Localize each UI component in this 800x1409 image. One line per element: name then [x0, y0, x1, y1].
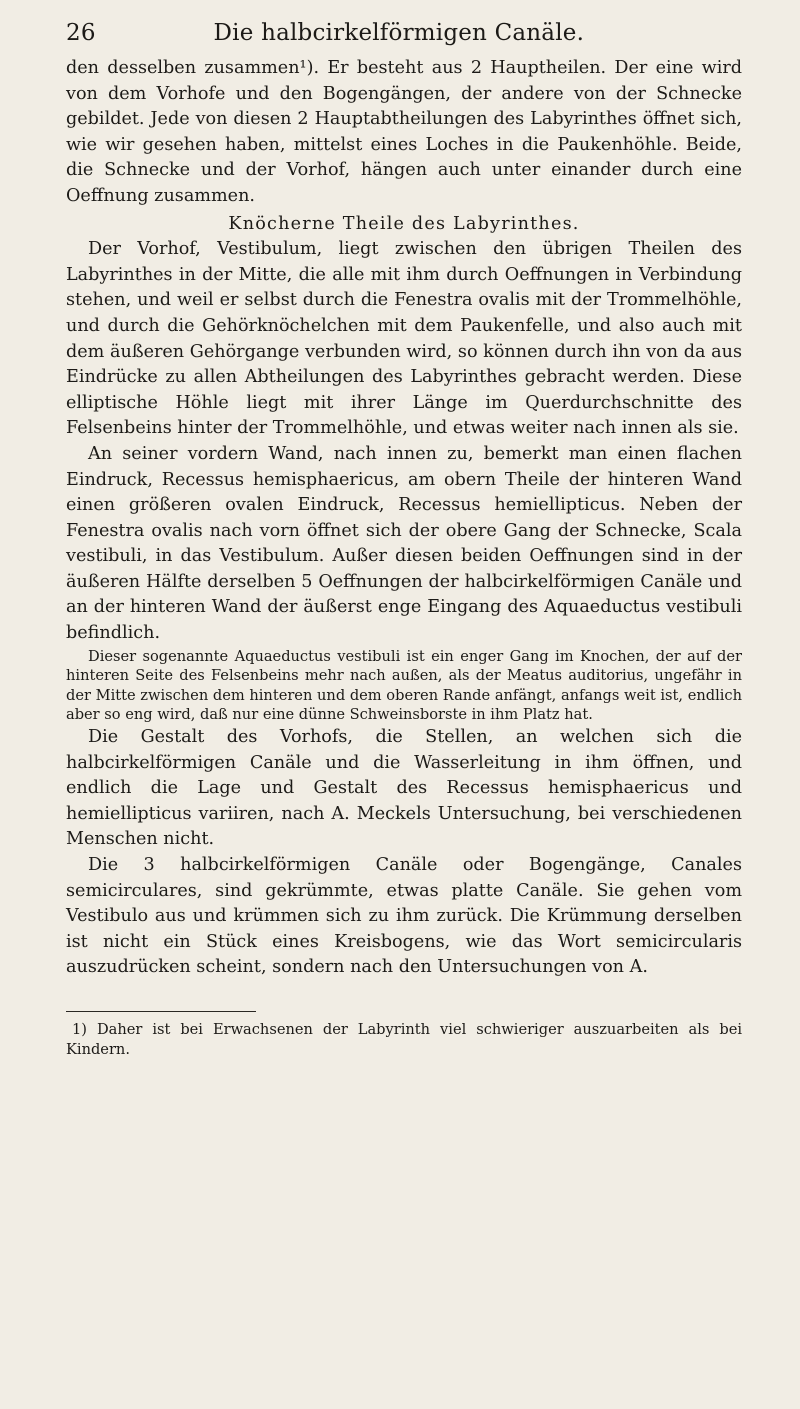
paragraph-gestalt: Die Gestalt des Vorhofs, die Stellen, an welchen sich die halbcirkelförmigen Canäle und die Wasserleitung in ihm öffnen, und endlich die Lage und Gestalt des Recessus hemisphaericus und hemiellipticus variiren, nach A. Meckels Untersuchung, bei verschiedenen Menschen nicht. [66, 727, 742, 850]
paragraph-canales: Die 3 halbcirkelförmigen Canäle oder Bogengänge, Canales semicirculares, sind gekrümmte, etwas platte Canäle. Sie gehen vom Vestibulo aus und krümmen sich zu ihm zurück. Die Krümmung derselben ist nicht ein Stück eines Kreisbogens, wie das Wort semicircularis auszudrücken scheint, sondern nach den Untersuchungen von A. [66, 855, 742, 978]
running-title: Die halbcirkelförmigen Canäle. [213, 20, 585, 46]
section-heading: Knöcherne Theile des Labyrinthes. [228, 213, 580, 234]
running-header [66, 20, 742, 56]
page-number: 26 [66, 20, 96, 46]
paragraph-vestibulum: Der Vorhof, Vestibulum, liegt zwischen den übrigen Theilen des Labyrinthes in der Mitte, die alle mit ihm durch Oeffnungen in Verbindung stehen, und weil er selbst durch die Fenestra ovalis mit der Trommelhöhle, und durch die Gehörknöchelchen mit dem Paukenfelle, und also auch mit dem äußeren Gehörgange verbunden wird, so können durch ihn von da aus Eindrücke zu allen Abtheilungen des Labyrinthes gebracht werden. Diese elliptische Höhle liegt mit ihrer Länge im Querdurchschnitte des Felsenbeins hinter der Trommelhöhle, und etwas weiter nach innen als sie. [66, 239, 742, 439]
main-text [66, 56, 742, 981]
footnote [66, 1020, 742, 1060]
paragraph-recessus: An seiner vordern Wand, nach innen zu, bemerkt man einen flachen Eindruck, Recessus hemisphaericus, am obern Theile der hinteren Wand einen größeren ovalen Eindruck, Recessus hemiellipticus. Neben der Fenestra ovalis nach vorn öffnet sich der obere Gang der Schnecke, Scala vestibuli, in das Vestibulum. Außer diesen beiden Oeffnungen sind in der äußeren Hälfte derselben 5 Oeffnungen der halbcirkelförmigen Canäle und an der hinteren Wand der äußerst enge Eingang des Aquaeductus vestibuli befindlich. [66, 443, 742, 644]
footnote-divider [66, 1011, 256, 1012]
paragraph-intro: den desselben zusammen¹). Er besteht aus 2 Hauptheilen. Der eine wird von dem Vorhofe und den Bogengängen, der andere von der Schnecke gebildet. Jede von diesen 2 Hauptabtheilungen des Labyrinthes öffnet sich, wie wir gesehen haben, mittelst eines Loches in die Paukenhöhle. Beide, die Schnecke und der Vorhof, hängen auch unter einander durch eine Oeffnung zusammen. [66, 58, 742, 206]
footnote-text: 1) Daher ist bei Erwachsenen der Labyrinth viel schwieriger auszuarbeiten als bei Kindern. [66, 1020, 742, 1058]
paragraph-aquaeductus: Dieser sogenannte Aquaeductus vestibuli ist ein enger Gang im Knochen, der auf der hinteren Seite des Felsenbeins mehr nach außen, als der Meatus auditorius, ungefähr in der Mitte zwischen dem hinteren und dem oberen Rande anfängt, anfangs weit ist, endlich aber so eng wird, daß nur eine dünne Schweinsborste in ihm Platz hat. [66, 647, 742, 724]
